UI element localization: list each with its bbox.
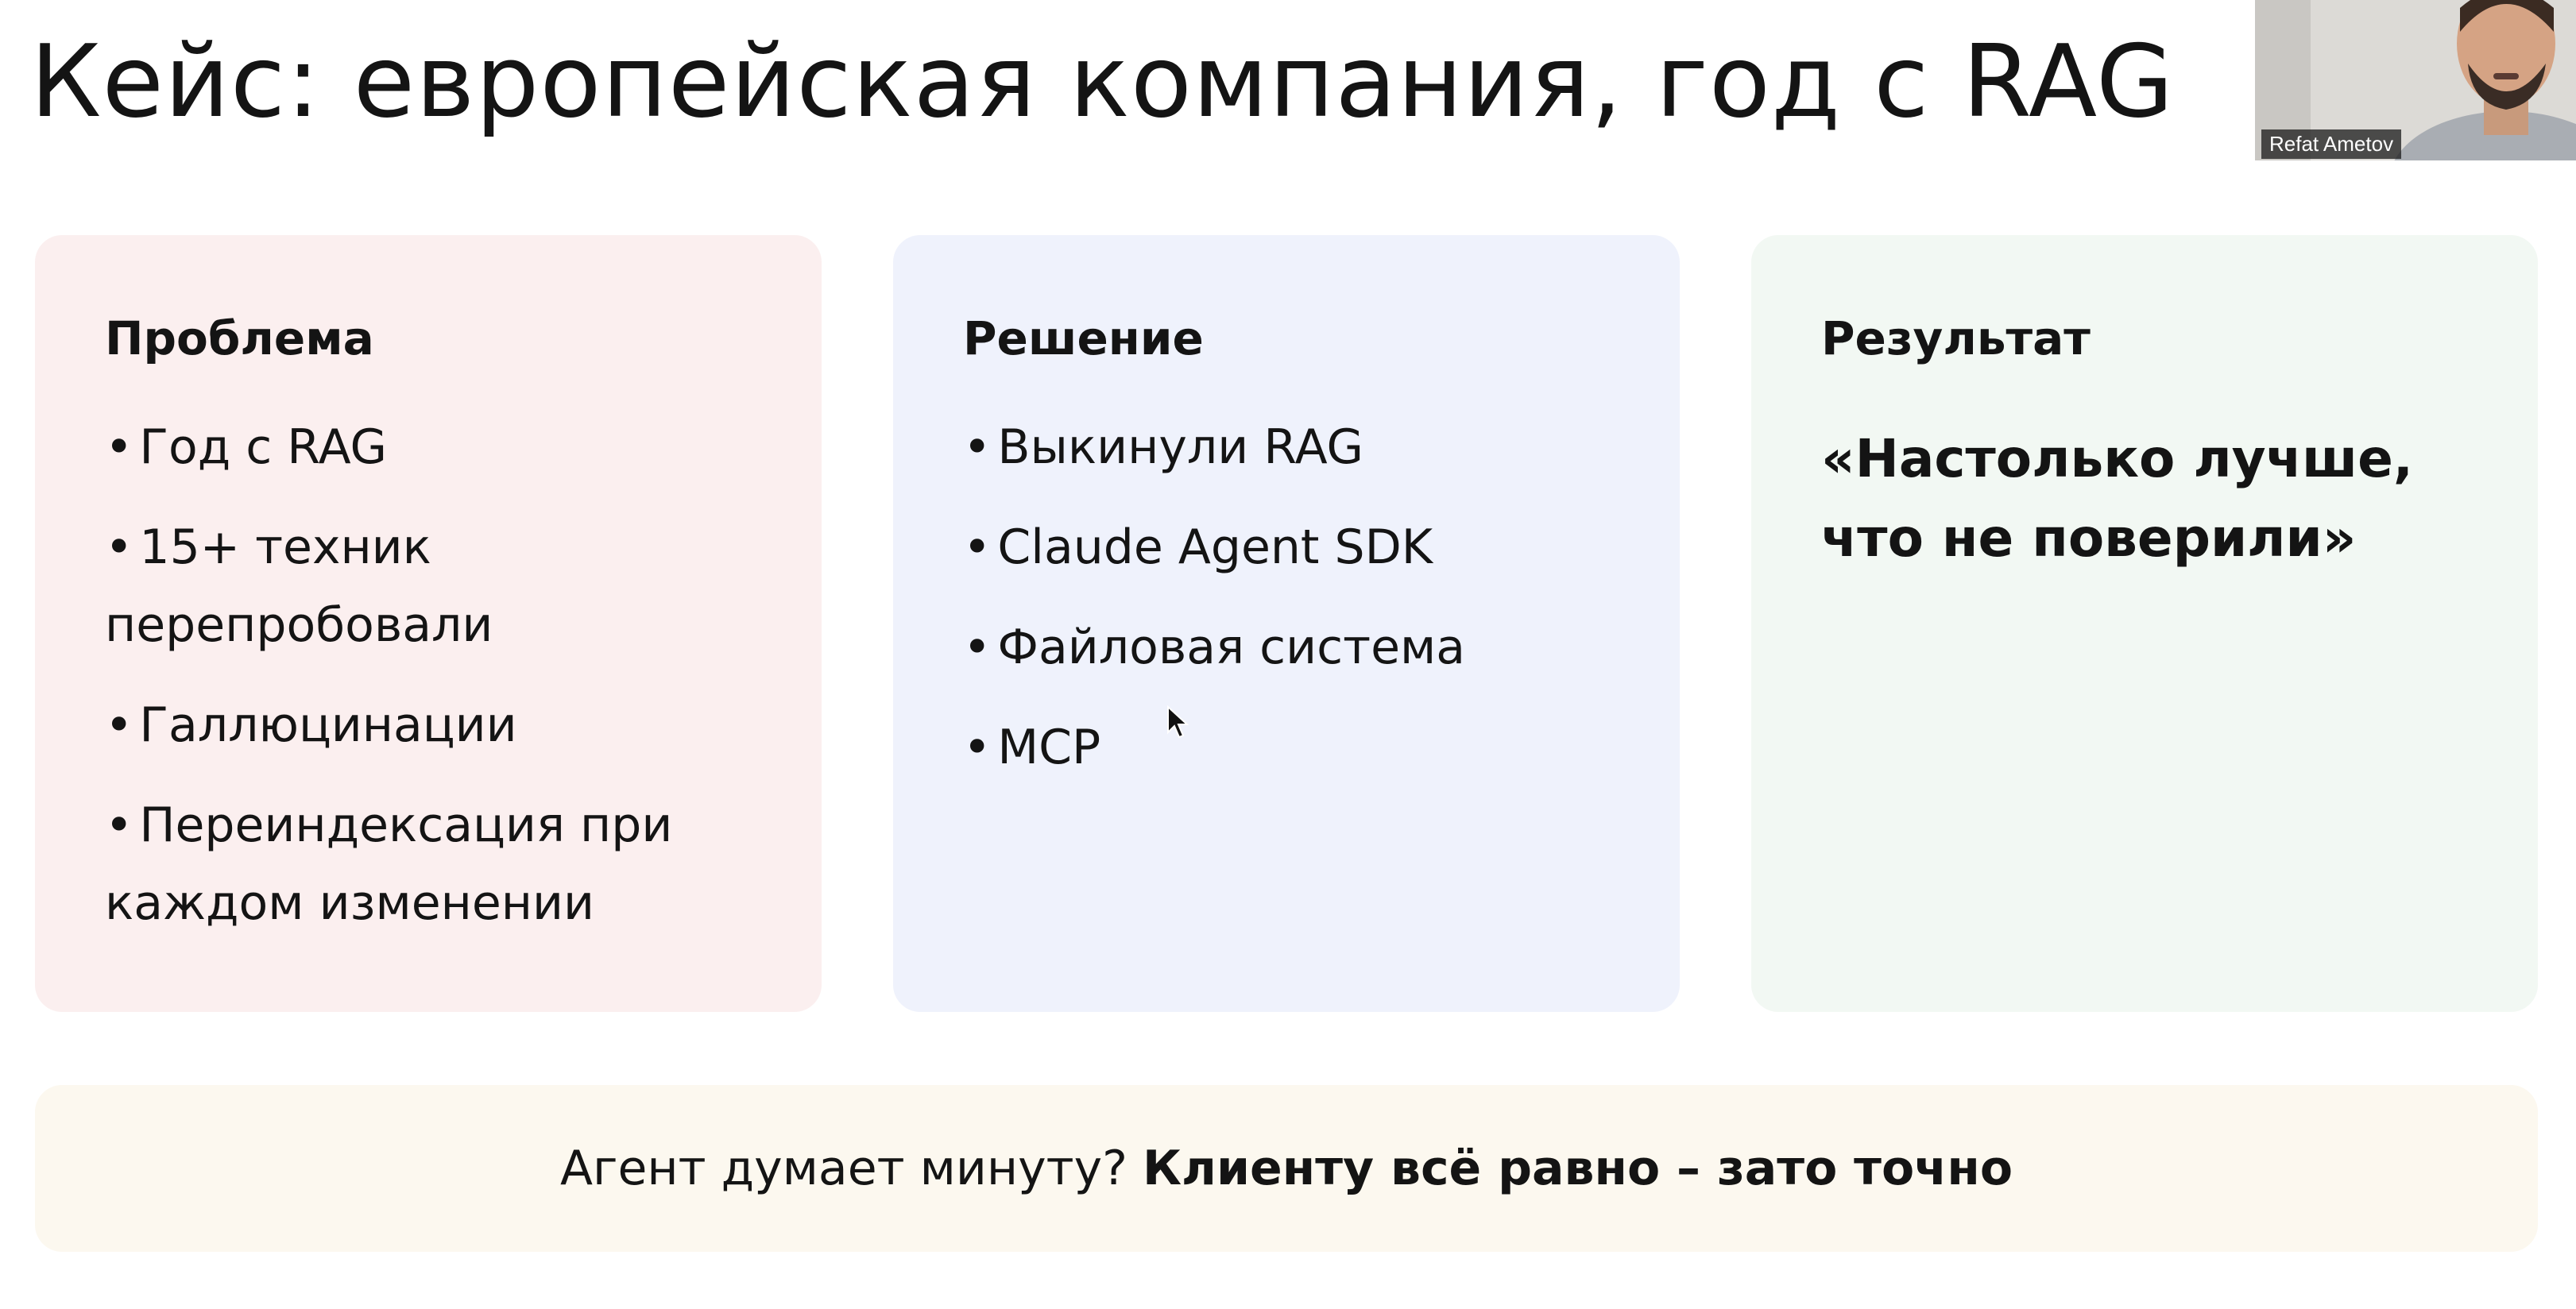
bullet-icon: • (105, 797, 133, 853)
bullet-icon: • (105, 419, 133, 475)
bullet-text: 15+ техник перепробовали (105, 519, 493, 653)
banner-question: Агент думает минуту? (559, 1141, 1143, 1196)
problem-bullet-list (105, 408, 709, 942)
banner-answer: Клиенту всё равно – зато точно (1143, 1141, 2013, 1196)
participant-name-label: Refat Ametov (2261, 129, 2401, 159)
solution-heading: Решение (963, 311, 1204, 365)
bullet-text: Выкинули RAG (997, 419, 1364, 475)
list-item (105, 686, 709, 764)
bullet-icon: • (963, 519, 992, 575)
result-quote: «Настолько лучше, что не поверили» (1821, 427, 2413, 569)
bullet-text: Галлюцинации (139, 697, 517, 753)
list-item (963, 508, 1567, 586)
mouse-cursor-icon (1166, 705, 1189, 740)
bullet-text: Файловая система (997, 619, 1466, 675)
list-item (105, 786, 709, 942)
bullet-icon: • (963, 719, 992, 775)
list-item (963, 608, 1567, 686)
bullet-icon: • (963, 619, 992, 675)
result-heading: Результат (1821, 311, 2091, 365)
bullet-text: MCP (997, 719, 1101, 775)
list-item (105, 508, 709, 664)
bottom-banner (35, 1085, 2538, 1252)
list-item (963, 709, 1567, 786)
webcam-video-tile[interactable] (2255, 0, 2576, 160)
result-card (1751, 235, 2538, 1012)
bullet-icon: • (105, 519, 133, 575)
solution-card (893, 235, 1680, 1012)
bullet-icon: • (963, 419, 992, 475)
slide-title: Кейс: европейская компания, год с RAG (30, 23, 2175, 140)
solution-bullet-list (963, 408, 1567, 786)
bullet-text: Год с RAG (139, 419, 388, 475)
bullet-icon: • (105, 697, 133, 753)
problem-card (35, 235, 822, 1012)
list-item (963, 408, 1567, 486)
bullet-text: Переиндексация при каждом изменении (105, 797, 673, 931)
list-item (105, 408, 709, 486)
bullet-text: Claude Agent SDK (997, 519, 1433, 575)
problem-heading: Проблема (105, 311, 374, 365)
